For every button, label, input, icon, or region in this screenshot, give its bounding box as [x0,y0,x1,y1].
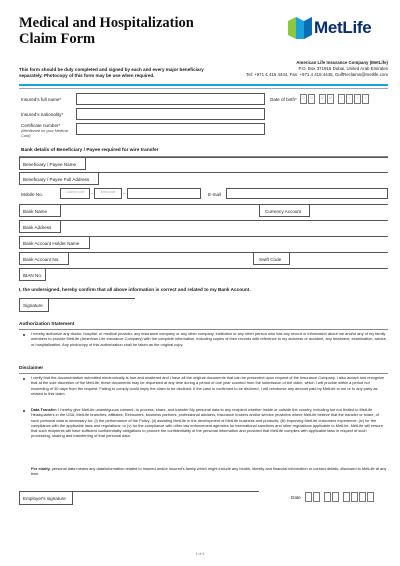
swift-label: Swift Code [259,257,282,262]
bank-address-row [19,220,388,233]
employer-signature-label: Employer's signature [23,496,66,501]
mobile-number-field[interactable] [127,188,201,199]
date-year-2[interactable] [351,492,358,502]
dob-year-3[interactable]: Y [354,94,361,104]
dob-year-2[interactable]: Y [346,94,353,104]
email-label: E-mail [208,192,222,197]
dob-month-1[interactable]: M [319,94,326,104]
company-info [246,60,388,77]
header-rule [19,84,388,86]
date-day-1[interactable] [305,492,312,502]
date-year-4[interactable] [367,492,374,502]
company-contact: Tel: +971 4 415 4444, Fax: +971 4 415 4445, GulfReclaims@metlife.com [246,71,388,77]
account-holder-field[interactable] [89,237,389,249]
dob-day-1[interactable]: D [300,94,307,104]
mobile-label: Mobile No. [21,192,43,197]
iban-label: IBAN No. [23,273,43,278]
nationality-label: Insured's nationality* [21,112,64,117]
payee-address-row [19,172,388,185]
date-field[interactable] [305,492,385,503]
insured-name-field[interactable] [76,93,265,105]
dob-field[interactable] [300,94,388,105]
bank-name-row [19,204,388,217]
account-holder-label: Bank Account Holder Name [23,241,80,246]
iban-field[interactable] [45,269,389,281]
payee-name-label: Beneficiary / Payee Name [23,162,77,167]
employer-signature-row [19,491,259,505]
bullet-icon [23,410,25,412]
metlife-logo-mark-icon [288,17,312,39]
bank-signature-row [19,298,135,312]
authorization-text: I hereby authorize any doctor, hospital, or medical provider, any insurance company or any other company, institution or any other person who has any record or information about me and/or any of my family members to provide MetLife (American Life Insurance Company) with the complete information, including copies of their records with reference to my sickness or accident, any treatment, examination, advice, or hospitalization. Any photocopy of this authorization shall be taken as the original copy. [31,331,387,347]
date-day-2[interactable] [313,492,320,502]
bank-signature-field[interactable] [48,299,135,312]
bank-address-label: Bank Address [23,225,52,230]
dob-year-4[interactable]: Y [362,94,369,104]
data-transfer-heading: Data Transfer: [31,407,58,412]
data-transfer-text: I hereby give MetLife unambiguous consent, to process, share, and transfer My personal data to any recipient whether inside or outside the country, including but not limited to MetLife Headquarters in the USA, MetLife branches, affiliates, Reinsurers, business partners, professional advisers, insurance brokers and/or service providers where MetLife believe that the transfer or share, of such personal data is necessary for: (i) the performance of the Policy; (ii) assisting MetLife in the development of MetLife business and products; (iii) improving MetLife customers experience; (iv) for the compliance with the applicable laws and regulations; or (v) for the compliance with other law enforcement agencies for international sanctions and other regulations applicable to MetLife. MetLife will ensure that such recipients will have sufficient confidentiality obligations to procure the confidentiality of the personal information and provided that MetLife complies with applicable laws in respect of such processing, sharing and transferring of that personal data. [31,407,383,439]
iban-row [19,268,388,281]
currency-field[interactable] [309,205,389,217]
bank-signature-label: Signature [23,303,43,308]
bank-name-field[interactable] [60,205,260,217]
page-title [19,15,194,47]
certificate-field[interactable] [76,123,265,135]
page-number: 1 of 2 [195,552,205,556]
clarity-heading: For clarity, [31,466,51,471]
payee-name-row [19,157,388,170]
header-rule-thin [19,88,388,89]
dob-year-1[interactable]: Y [338,94,345,104]
logo-text: MetLife [314,18,372,37]
title-line-2: Claim Form [19,31,96,47]
disclaimer-title: Disclaimer [19,366,44,371]
title-line-1: Medical and Hospitalization [19,15,194,31]
certificate-label: Certificate number* [21,123,61,128]
bank-confirmation-text: I, the undersigned, hereby confirm that all above information is correct and related to my Bank Account. [19,287,251,292]
mobile-separator-2: – [123,191,126,196]
mobile-area-code[interactable]: Area code [94,188,122,199]
company-address: P.O. Box 371916 Dubai, United Arab Emirates [298,65,388,71]
bullet-icon [23,334,25,336]
payee-address-label: Beneficiary / Payee Full Address [23,177,90,182]
date-label: Date [291,495,301,500]
dob-month-2[interactable]: M [327,94,334,104]
date-month-2[interactable] [332,492,339,502]
authorization-rule [19,329,388,330]
certificate-hint: (Mentioned on your Medical Card) [21,129,68,138]
bank-address-field[interactable] [60,221,389,233]
swift-field[interactable] [289,253,389,265]
insured-name-label: Insured's full name* [21,97,62,102]
clarity-text [31,466,387,477]
payee-name-field[interactable] [85,158,389,170]
disclaimer-rule [19,373,388,374]
date-year-3[interactable] [359,492,366,502]
bank-section-title: Bank details of Beneficiary / Payee required for wire transfer [21,148,159,153]
employer-signature-field[interactable] [72,492,259,505]
disclaimer-item-2 [31,407,387,439]
bullet-icon [23,378,25,380]
account-number-row [19,252,388,265]
clarity-body: personal data means any data/information related to Insured and/or Insured's family which might include any health, identity and financial information or contact details, disclosed to MetLife at any time. [31,466,387,477]
bank-name-label: Bank Name [23,209,48,214]
account-number-label: Bank Account No. [23,257,60,262]
account-holder-row [19,236,388,249]
dob-day-2[interactable]: D [308,94,315,104]
nationality-field[interactable] [76,108,265,120]
authorization-title: Authorization Statement [19,322,75,327]
payee-address-field[interactable] [98,173,389,185]
mobile-country-code[interactable]: Country code [60,188,90,199]
email-field[interactable] [226,188,388,199]
account-number-field[interactable] [68,253,254,265]
form-instructions: This form should be duly completed and signed by each and every major beneficiary separately. Photocopy of this form may be use when required. [19,67,204,79]
disclaimer-item-1: I verify that the documentation submitted electronically is true and unaltered and I have all the original documents that can be presented upon request of the Insurance Company. I also accept and recognize that at the sole discretion of the MetLife, these documents may be requested at any time during a period of one year counted from the submission of the claim, which I will provide within a period not exceeding of 30 days from the request. Failing to comply could imply the claim to be declined. If the case is confirmed to be declined, I will reimburse any amount paid by MetLife to me or to any party as related to this claim. [31,375,385,396]
metlife-logo [288,17,388,39]
date-month-1[interactable] [324,492,331,502]
date-year-1[interactable] [343,492,350,502]
mobile-separator-1: – [91,191,94,196]
currency-label: Currency Account [265,209,302,214]
company-name: American Life Insurance Company (MetLife) [296,60,388,65]
dob-label: Date of birth* [270,97,297,102]
